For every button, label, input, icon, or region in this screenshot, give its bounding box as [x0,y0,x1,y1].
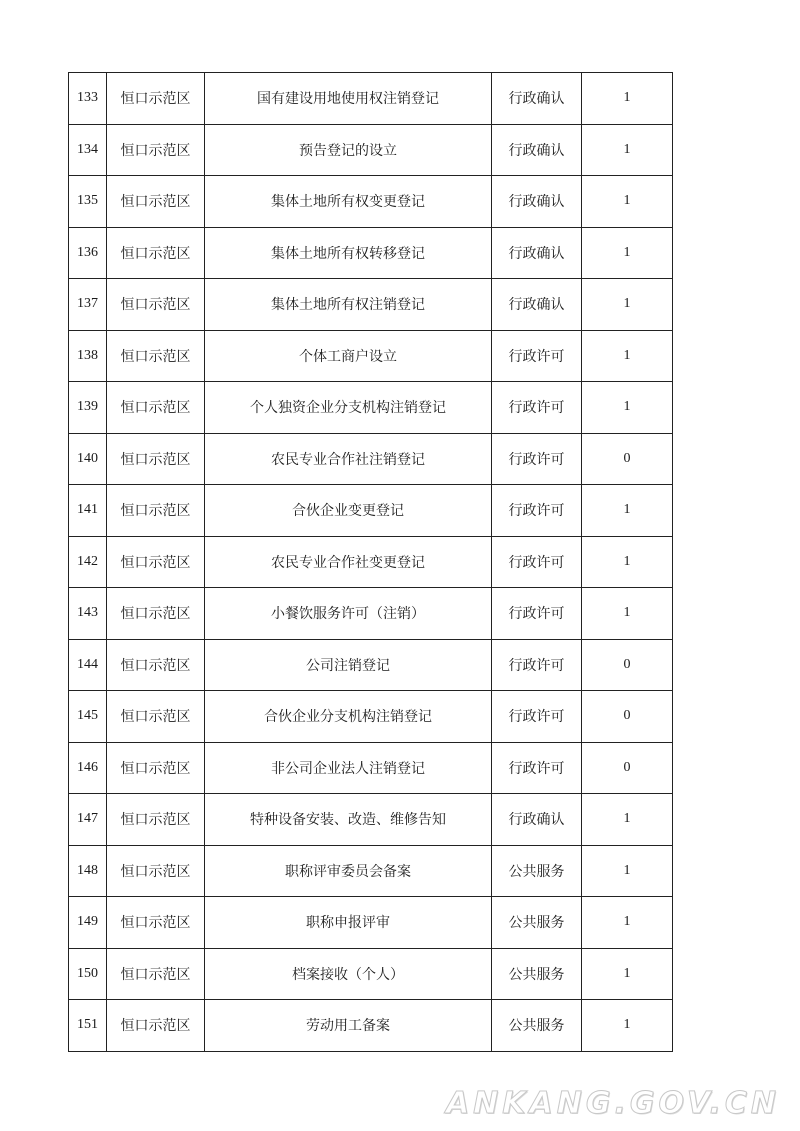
row-number-cell: 133 [69,73,107,125]
region-cell: 恒口示范区 [107,742,205,794]
item-type-cell: 公共服务 [492,1000,582,1052]
region-cell: 恒口示范区 [107,588,205,640]
item-type-cell: 行政许可 [492,433,582,485]
row-number-cell: 149 [69,897,107,949]
row-number-cell: 142 [69,536,107,588]
region-cell: 恒口示范区 [107,794,205,846]
item-type-cell: 行政确认 [492,794,582,846]
table-row [69,588,673,640]
table-row [69,73,673,125]
item-name-cell: 个人独资企业分支机构注销登记 [205,382,492,434]
item-name-cell: 非公司企业法人注销登记 [205,742,492,794]
row-number-cell: 147 [69,794,107,846]
item-name-cell: 特种设备安装、改造、维修告知 [205,794,492,846]
item-name-cell: 集体土地所有权变更登记 [205,176,492,228]
count-cell: 1 [582,845,673,897]
item-type-cell: 行政许可 [492,742,582,794]
item-name-cell: 职称评审委员会备案 [205,845,492,897]
count-cell: 1 [582,1000,673,1052]
item-name-cell: 小餐饮服务许可（注销） [205,588,492,640]
table-row [69,227,673,279]
row-number-cell: 137 [69,279,107,331]
item-type-cell: 行政确认 [492,124,582,176]
row-number-cell: 141 [69,485,107,537]
row-number-cell: 143 [69,588,107,640]
count-cell: 1 [582,73,673,125]
region-cell: 恒口示范区 [107,73,205,125]
count-cell: 1 [582,124,673,176]
region-cell: 恒口示范区 [107,382,205,434]
table-row [69,124,673,176]
count-cell: 0 [582,639,673,691]
table-row [69,485,673,537]
item-type-cell: 行政许可 [492,588,582,640]
region-cell: 恒口示范区 [107,897,205,949]
table-row [69,897,673,949]
item-name-cell: 合伙企业变更登记 [205,485,492,537]
item-type-cell: 行政许可 [492,639,582,691]
item-name-cell: 公司注销登记 [205,639,492,691]
table-row [69,742,673,794]
item-type-cell: 公共服务 [492,897,582,949]
region-cell: 恒口示范区 [107,485,205,537]
item-name-cell: 档案接收（个人） [205,948,492,1000]
row-number-cell: 146 [69,742,107,794]
region-cell: 恒口示范区 [107,639,205,691]
table-row [69,1000,673,1052]
table-row [69,794,673,846]
table-row [69,433,673,485]
item-name-cell: 农民专业合作社变更登记 [205,536,492,588]
region-cell: 恒口示范区 [107,124,205,176]
count-cell: 0 [582,691,673,743]
count-cell: 0 [582,742,673,794]
item-type-cell: 行政许可 [492,330,582,382]
row-number-cell: 138 [69,330,107,382]
table-row [69,176,673,228]
item-type-cell: 行政确认 [492,176,582,228]
row-number-cell: 151 [69,1000,107,1052]
row-number-cell: 136 [69,227,107,279]
count-cell: 0 [582,433,673,485]
region-cell: 恒口示范区 [107,691,205,743]
row-number-cell: 134 [69,124,107,176]
table-row [69,536,673,588]
count-cell: 1 [582,227,673,279]
region-cell: 恒口示范区 [107,433,205,485]
service-items-table [68,72,673,1052]
item-type-cell: 行政确认 [492,73,582,125]
item-name-cell: 职称申报评审 [205,897,492,949]
count-cell: 1 [582,794,673,846]
item-type-cell: 行政确认 [492,227,582,279]
table-body [69,73,673,1052]
item-name-cell: 劳动用工备案 [205,1000,492,1052]
count-cell: 1 [582,382,673,434]
region-cell: 恒口示范区 [107,536,205,588]
item-type-cell: 行政许可 [492,536,582,588]
item-name-cell: 合伙企业分支机构注销登记 [205,691,492,743]
region-cell: 恒口示范区 [107,1000,205,1052]
row-number-cell: 140 [69,433,107,485]
count-cell: 1 [582,330,673,382]
item-name-cell: 国有建设用地使用权注销登记 [205,73,492,125]
count-cell: 1 [582,897,673,949]
item-type-cell: 行政确认 [492,279,582,331]
row-number-cell: 135 [69,176,107,228]
region-cell: 恒口示范区 [107,330,205,382]
item-type-cell: 行政许可 [492,382,582,434]
region-cell: 恒口示范区 [107,845,205,897]
table-row [69,639,673,691]
region-cell: 恒口示范区 [107,948,205,1000]
item-name-cell: 预告登记的设立 [205,124,492,176]
count-cell: 1 [582,536,673,588]
row-number-cell: 144 [69,639,107,691]
item-type-cell: 公共服务 [492,948,582,1000]
region-cell: 恒口示范区 [107,279,205,331]
region-cell: 恒口示范区 [107,227,205,279]
table-row [69,330,673,382]
count-cell: 1 [582,485,673,537]
table-row [69,382,673,434]
count-cell: 1 [582,948,673,1000]
item-name-cell: 个体工商户设立 [205,330,492,382]
row-number-cell: 139 [69,382,107,434]
table-row [69,279,673,331]
count-cell: 1 [582,279,673,331]
row-number-cell: 145 [69,691,107,743]
table-row [69,948,673,1000]
item-name-cell: 集体土地所有权转移登记 [205,227,492,279]
row-number-cell: 148 [69,845,107,897]
item-type-cell: 公共服务 [492,845,582,897]
count-cell: 1 [582,588,673,640]
table-row [69,845,673,897]
item-type-cell: 行政许可 [492,691,582,743]
count-cell: 1 [582,176,673,228]
region-cell: 恒口示范区 [107,176,205,228]
item-type-cell: 行政许可 [492,485,582,537]
item-name-cell: 集体土地所有权注销登记 [205,279,492,331]
table-row [69,691,673,743]
row-number-cell: 150 [69,948,107,1000]
site-watermark: ANKANG.GOV.CN [445,1086,780,1121]
item-name-cell: 农民专业合作社注销登记 [205,433,492,485]
